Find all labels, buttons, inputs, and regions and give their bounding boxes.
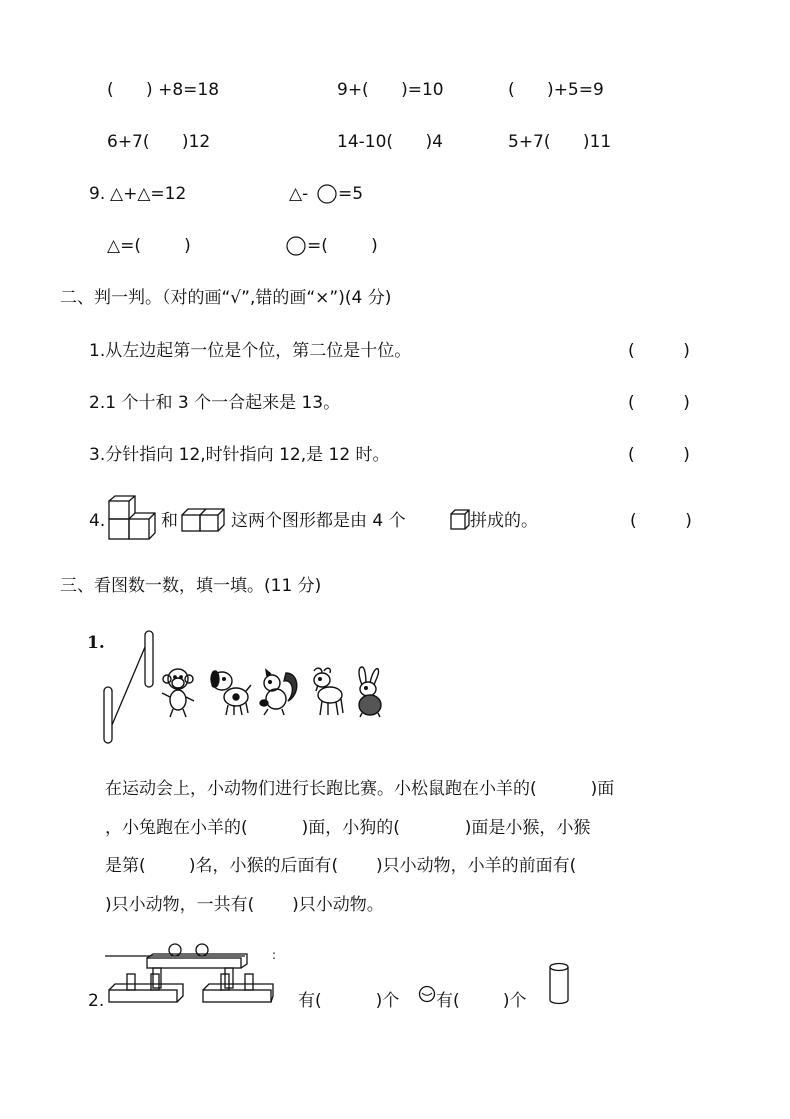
ball-icon xyxy=(418,985,436,1003)
colon-mark: : xyxy=(272,948,277,962)
dog-icon xyxy=(208,665,252,719)
judge-item-4-end: 拼成的。 xyxy=(470,511,538,531)
q2-text-1: 有( )个 xyxy=(298,991,400,1011)
story-line-4: )只小动物，一共有( )只小动物。 xyxy=(105,895,384,915)
judge-answer-4[interactable]: ( ) xyxy=(630,511,692,531)
equation-2: 9+( )=10 xyxy=(337,80,444,100)
story-line-3: 是第( )名，小猴的后面有( )只小动物，小羊的前面有( xyxy=(105,856,577,876)
q9-number: 9. xyxy=(89,184,106,204)
story-line-1: 在运动会上，小动物们进行长跑比赛。小松鼠跑在小羊的( )面 xyxy=(105,779,615,799)
cube-icon xyxy=(450,509,470,531)
q9-answer-2: =( ) xyxy=(307,236,378,256)
cube-stack-figure-icon xyxy=(107,495,159,543)
equation-3: ( )+5=9 xyxy=(508,80,604,100)
cube-row-figure-icon xyxy=(180,503,230,533)
squirrel-icon xyxy=(258,665,300,719)
q9-equation-1: △+△=12 xyxy=(110,184,187,204)
comparison-1: 6+7( )12 xyxy=(107,132,211,152)
story-line-2: ，小兔跑在小羊的( )面，小狗的( )面是小猴，小猴 xyxy=(105,818,591,838)
equation-1: ( ) +8=18 xyxy=(107,80,220,100)
section-2-heading: 二、判一判。（对的画“√”,错的画“×”)(4 分) xyxy=(60,288,392,308)
judge-item-3: 3.分针指向 12,时针指向 12,是 12 时。 xyxy=(89,445,390,465)
q2-text-2: 有( )个 xyxy=(436,991,527,1011)
judge-item-4-and: 和 xyxy=(161,511,178,531)
animals-row xyxy=(160,665,390,720)
section-3-heading: 三、看图数一数，填一填。(11 分) xyxy=(60,576,322,596)
race-track-poles-figure xyxy=(100,625,160,750)
q1-number: 1. xyxy=(87,633,105,653)
judge-answer-3[interactable]: ( ) xyxy=(628,445,690,465)
q9-answer-1: △=( ) xyxy=(107,236,191,256)
comparison-3: 5+7( )11 xyxy=(508,132,612,152)
block-building-figure xyxy=(105,942,275,1004)
judge-item-4-middle: 这两个图形都是由 4 个 xyxy=(231,511,406,531)
circle-icon xyxy=(286,236,306,256)
judge-item-4-number: 4. xyxy=(89,511,106,531)
q9-equation-2-right: =5 xyxy=(338,184,364,204)
judge-item-2: 2.1 个十和 3 个一合起来是 13。 xyxy=(89,393,341,413)
q9-equation-2-left: △- xyxy=(289,184,309,204)
comparison-2: 14-10( )4 xyxy=(337,132,443,152)
q2-number: 2. xyxy=(88,991,105,1011)
judge-answer-2[interactable]: ( ) xyxy=(628,393,690,413)
judge-item-1: 1.从左边起第一位是个位，第二位是十位。 xyxy=(89,341,412,361)
rabbit-icon xyxy=(352,665,388,719)
monkey-icon xyxy=(160,665,200,719)
goat-icon xyxy=(308,665,348,719)
judge-answer-1[interactable]: ( ) xyxy=(628,341,690,361)
cylinder-icon xyxy=(548,962,570,1006)
circle-icon xyxy=(317,184,337,204)
